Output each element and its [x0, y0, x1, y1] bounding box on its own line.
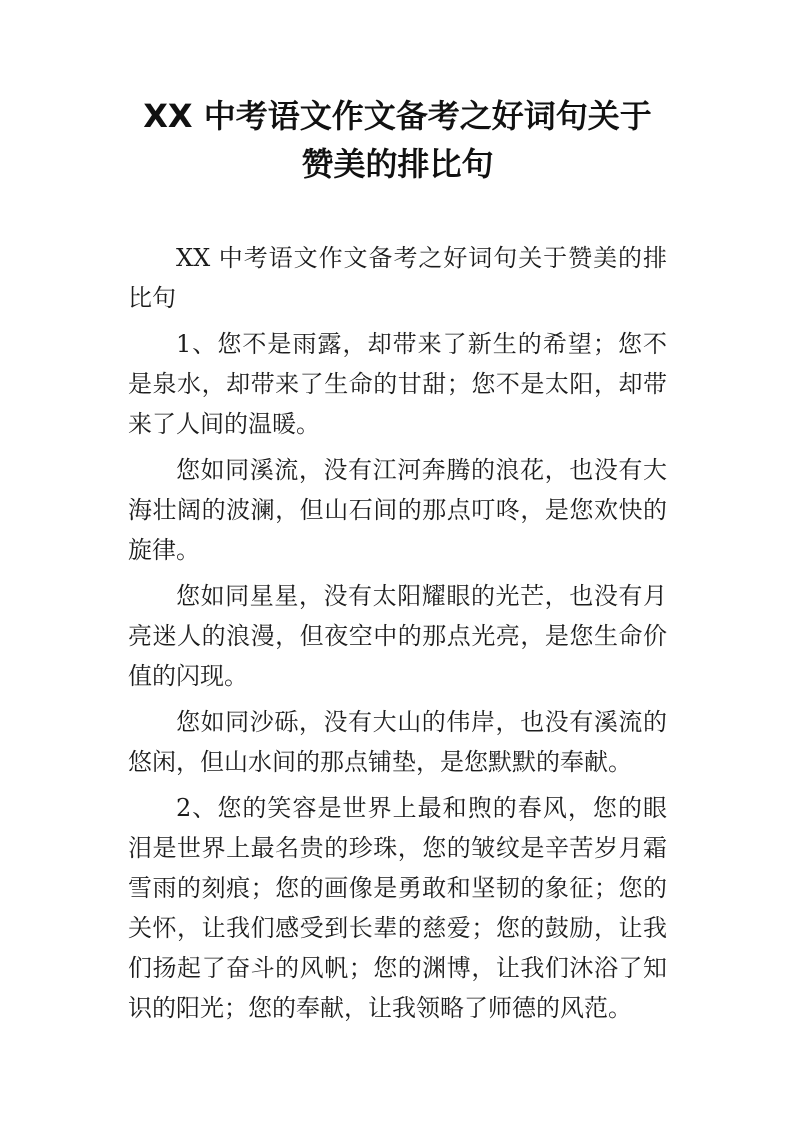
paragraph: 您如同沙砾，没有大山的伟岸，也没有溪流的悠闲，但山水间的那点铺垫，是您默默的奉献。 — [128, 708, 667, 776]
paragraph-title-repeat: XX 中考语文作文备考之好词句关于赞美的排比句 — [128, 244, 667, 312]
document-title: XX 中考语文作文备考之好词句关于赞美的排比句 — [143, 97, 652, 183]
paragraph: 您如同星星，没有太阳耀眼的光芒，也没有月亮迷人的浪漫，但夜空中的那点光亮，是您生命价值的闪现。 — [128, 582, 667, 690]
paragraph: 1、您不是雨露，却带来了新生的希望；您不是泉水，却带来了生命的甘甜；您不是太阳，却带来了人间的温暖。 — [128, 330, 667, 438]
paragraph: 您如同溪流，没有江河奔腾的浪花，也没有大海壮阔的波澜，但山石间的那点叮咚，是您欢快的旋律。 — [128, 456, 667, 564]
paragraph: 2、您的笑容是世界上最和煦的春风，您的眼泪是世界上最名贵的珍珠，您的皱纹是辛苦岁月霜雪雨的刻痕；您的画像是勇敢和坚韧的象征；您的关怀，让我们感受到长辈的慈爱；您的鼓励，让我们扬起了奋斗的风帆；您的渊博，让我们沐浴了知识的阳光；您的奉献，让我领略了师德的风范。 — [128, 794, 667, 1022]
